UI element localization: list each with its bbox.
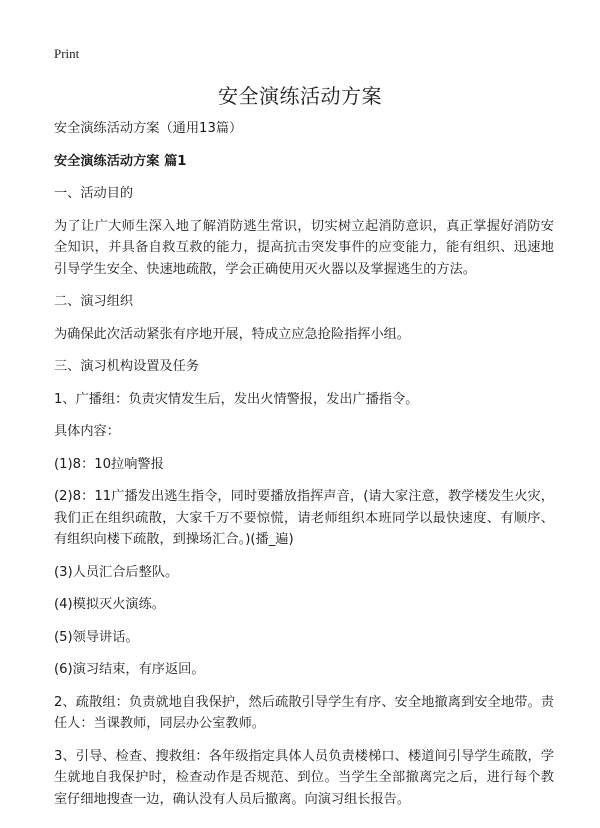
paragraph-purpose: 为了让广大师生深入地了解消防逃生常识，切实树立起消防意识，真正掌握好消防安全知识，并具备自救互救的能力，提高抗击突发事件的应变能力，能有组织、迅速地引导学生安全、快速地疏散，学会正确使用灭火器以及掌握逃生的方法。	[54, 218, 554, 277]
subtitle: 安全演练活动方案（通用13篇）	[54, 121, 243, 136]
list-item: (6)演习结束，有序返回。	[54, 662, 205, 677]
heading-structure: 三、演习机构设置及任务	[54, 359, 200, 374]
list-item: (2)8：11广播发出逃生指令，同时要播放指挥声音，(请大家注意，教学楼发生火灾，我们正在组织疏散，大家千万不要惊慌，请老师组织本班同学以最快速度、有顺序、有组织向楼下疏散，到操场汇合。)(播_遍)	[54, 489, 554, 547]
list-item: (3)人员汇合后整队。	[54, 564, 179, 580]
document-title: 安全演练活动方案	[218, 84, 382, 108]
list-item: (4)模拟灭火演练。	[54, 597, 165, 612]
document-body	[54, 118, 554, 821]
list-item: (1)8：10拉响警报	[54, 456, 164, 472]
paragraph-details-label: 具体内容：	[54, 424, 120, 439]
paragraph-guide-group: 3、引导、检查、搜救组：各年级指定具体人员负责楼梯口、楼道间引导学生疏散，学生就地自我保护时，检查动作是否规范、到位。当学生全部撤离完之后，进行每个教室仔细地搜查一边，确认没有人员后撤离。向演习组长报告。	[54, 748, 554, 807]
heading-organization: 二、演习组织	[54, 294, 134, 309]
paragraph-evacuation-group: 2、疏散组：负责就地自我保护，然后疏散引导学生有序、安全地撤离到安全地带。责任人：当课教师，同层办公室教师。	[54, 694, 554, 731]
paragraph-organization: 为确保此次活动紧张有序地开展，特成立应急抢险指挥小组。	[54, 326, 411, 342]
paragraph-broadcast-group: 1、广播组：负责灾情发生后，发出火情警报，发出广播指令。	[54, 391, 419, 407]
section-heading: 安全演练活动方案 篇1	[54, 153, 187, 169]
list-item: (5)领导讲话。	[54, 629, 139, 645]
print-label: Print	[54, 46, 80, 61]
heading-purpose: 一、活动目的	[54, 186, 134, 201]
